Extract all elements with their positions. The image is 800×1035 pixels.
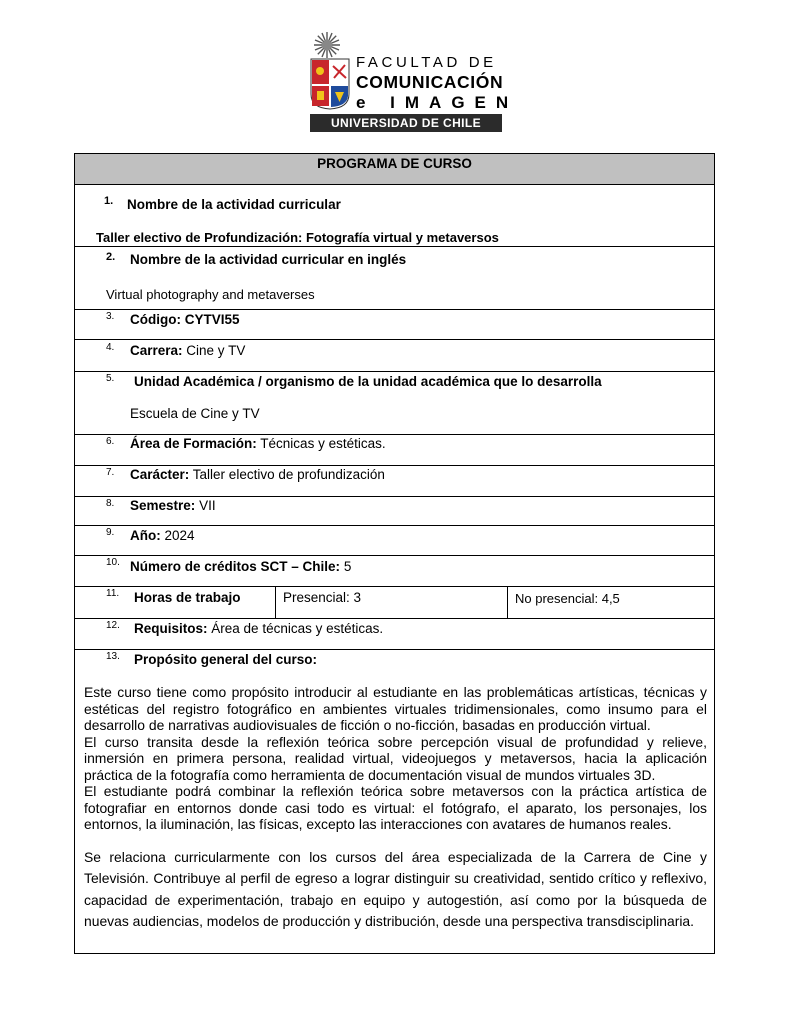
faculty-logo [310,30,519,132]
english-name-value: Virtual photography and metaverses [106,287,315,302]
logo-line-3: e IMAGEN [356,93,519,112]
sun-emblem-icon [312,30,342,60]
item-value: VII [199,498,216,513]
item-value: 5 [343,559,352,574]
item-number: 3. [106,311,115,322]
item-value: CYTVI55 [184,312,240,327]
item-value: Escuela de Cine y TV [130,406,260,421]
item-number: 11. [106,588,120,599]
item-11-row [75,586,714,618]
item-number: 2. [106,251,116,263]
item-label: Código: [130,312,181,327]
item-3-row [75,309,714,339]
item-number: 7. [106,467,115,478]
item-4-row [75,339,714,371]
item-2-row [75,246,714,309]
item-number: 10. [106,557,120,568]
university-shield-icon [310,58,350,110]
item-label: Carrera: [130,343,183,358]
item-value: Técnicas y estéticas. [260,436,386,451]
item-label: Carácter: [130,467,190,482]
item-number: 8. [106,498,115,509]
item-value: 2024 [164,528,195,543]
logo-university-band: UNIVERSIDAD DE CHILE [310,114,502,132]
relation-paragraph: Se relaciona curricularmente con los cursos del área especializada de la Carrera de Cine y Televisión. Contribuye al perfil de egreso a lograr distinguir su creatividad, sentido crítico y reflexivo, capacidad de experimentación, trabajo en equipo y autogestión, así como por la búsqueda de nuevas audiencias, modelos de producción y distribución, desde una perspectiva transdisciplinaria. [84,849,707,929]
column-divider [507,587,508,618]
item-label: Unidad Académica / organismo de la unidad académica que lo desarrolla [134,374,602,389]
item-label: Nombre de la actividad curricular en inglés [130,252,407,267]
item-value: Área de técnicas y estéticas. [211,621,384,636]
item-13-row [75,649,714,953]
purpose-paragraph: Este curso tiene como propósito introducir al estudiante en las problemáticas artísticas, técnicas y estéticas del registro fotográfico en ambientes virtuales tridimensionales, como insumo para el desarrollo de narrativas audiovisuales de ficción o no-ficción, basadas en producción virtual. [84,684,707,733]
item-8-row [75,496,714,525]
item-7-row [75,465,714,496]
item-9-row [75,525,714,555]
purpose-paragraph: El estudiante podrá combinar la reflexión teórica sobre metaversos con la práctica artística de fotografiar en entornos donde casi todo es virtual: el fotógrafo, el aparato, los personajes, los entornos, la iluminación, las físicas, excepto las interacciones con avatares de humanos reales. [84,783,707,832]
logo-line-2: COMUNICACIÓN [356,72,504,92]
item-number: 4. [106,342,115,353]
item-5-row [75,371,714,434]
item-label: Área de Formación: [130,436,257,451]
item-label: Requisitos: [134,621,208,636]
item-number: 13. [106,651,120,662]
course-program-table [74,153,715,954]
purpose-text [84,684,707,833]
item-10-row [75,555,714,586]
purpose-paragraph: El curso transita desde la reflexión teórica sobre percepción visual de profundidad y relieve, inmersión en primera persona, realidad virtual, videojuegos y metaversos, hacia la aplicación práctica de la fotografía como herramienta de documentación visual de mundos virtuales 3D. [84,733,707,783]
item-1-row [75,184,714,246]
non-presencial-hours: No presencial: 4,5 [515,591,620,606]
item-value: Taller electivo de profundización [192,467,385,482]
activity-name-value: Taller electivo de Profundización: Fotografía virtual y metaversos [96,230,499,245]
item-number: 1. [104,195,114,207]
item-label: Número de créditos SCT – Chile: [130,559,341,574]
item-number: 5. [106,373,115,384]
item-12-row [75,618,714,649]
item-number: 6. [106,436,115,447]
item-number: 9. [106,527,115,538]
item-label: Nombre de la actividad curricular [127,197,341,212]
item-label: Propósito general del curso: [134,652,318,667]
item-6-row [75,434,714,465]
program-title: PROGRAMA DE CURSO [75,154,714,184]
curricular-relation-text [84,847,707,932]
item-number: 12. [106,620,120,631]
logo-line-1: FACULTAD DE [356,54,497,71]
presencial-hours: Presencial: 3 [283,590,362,605]
item-label: Horas de trabajo [134,590,241,605]
column-divider [275,587,276,618]
item-label: Semestre: [130,498,196,513]
item-value: Cine y TV [186,343,246,358]
item-label: Año: [130,528,161,543]
